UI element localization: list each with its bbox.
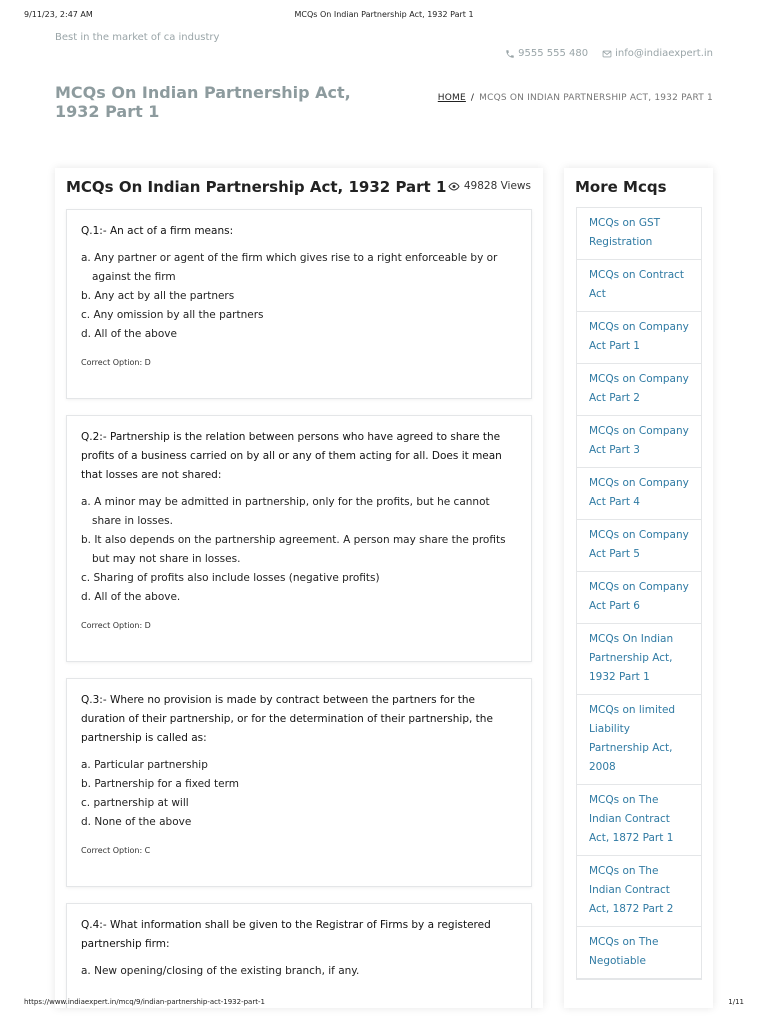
sidebar-link[interactable]: MCQs On Indian Partnership Act, 1932 Part 1 (577, 624, 701, 695)
question-text (81, 222, 517, 241)
sidebar-link[interactable]: MCQs on The Indian Contract Act, 1872 Part 1 (577, 785, 701, 856)
breadcrumb-current: MCQS ON INDIAN PARTNERSHIP ACT, 1932 PART 1 (479, 93, 713, 103)
sidebar-link[interactable]: MCQs on Company Act Part 6 (577, 572, 701, 624)
option-item: b. It also depends on the partnership agreement. A person may share the profits but may not share in losses. (81, 534, 506, 565)
sidebar-link[interactable]: MCQs on Contract Act (577, 260, 701, 312)
question-text (81, 691, 517, 748)
option-item: a. A minor may be admitted in partnership, only for the profits, but he cannot share in losses. (81, 496, 490, 527)
print-url: https://www.indiaexpert.in/mcq/9/indian-partnership-act-1932-part-1 (24, 998, 265, 1006)
question-card (66, 678, 532, 887)
option-item: d. All of the above. (81, 591, 181, 603)
page-title: MCQs On Indian Partnership Act, 1932 Part 1 (55, 83, 351, 121)
option-item: a. Any partner or agent of the firm which gives rise to a right enforceable by or against the firm (81, 252, 498, 283)
mcq-main-card (55, 168, 543, 1008)
question-number: Q.4:- (81, 919, 107, 931)
option-list (81, 249, 517, 344)
more-mcqs-sidebar (564, 168, 713, 1008)
question-card (66, 415, 532, 662)
sidebar-link[interactable]: MCQs on Company Act Part 3 (577, 416, 701, 468)
question-text (81, 916, 517, 954)
option-item: a. New opening/closing of the existing branch, if any. (81, 965, 360, 977)
correct-option: Correct Option: C (81, 846, 151, 855)
sidebar-link[interactable]: MCQs on GST Registration (577, 208, 701, 260)
phone-number: 9555 555 480 (518, 48, 589, 59)
print-page-title: MCQs On Indian Partnership Act, 1932 Part 1 (294, 10, 474, 19)
option-item: b. Partnership for a fixed term (81, 778, 239, 790)
option-list (81, 756, 517, 832)
mcq-title: MCQs On Indian Partnership Act, 1932 Part 1 (66, 178, 447, 196)
print-timestamp: 9/11/23, 2:47 AM (24, 10, 93, 19)
option-list (81, 962, 517, 981)
option-item: b. Any act by all the partners (81, 290, 235, 302)
correct-option: Correct Option: D (81, 621, 151, 630)
question-body: Where no provision is made by contract between the partners for the duration of their partnership, or for the determination of their partnership, the partnership is called as: (81, 694, 493, 744)
sidebar-link[interactable]: MCQs on The Negotiable (577, 927, 701, 979)
question-text (81, 428, 517, 485)
sidebar-link[interactable]: MCQs on Company Act Part 4 (577, 468, 701, 520)
sidebar-link[interactable]: MCQs on The Indian Contract Act, 1872 Part 2 (577, 856, 701, 927)
correct-option: Correct Option: D (81, 358, 151, 367)
sidebar-list (576, 207, 702, 980)
option-item: c. Sharing of profits also include losses (negative profits) (81, 572, 380, 584)
question-body: Partnership is the relation between persons who have agreed to share the profits of a business carried on by all or any of them acting for all. Does it mean that losses are not shared: (81, 431, 502, 481)
question-body: What information shall be given to the Registrar of Firms by a registered partnership firm: (81, 919, 491, 950)
option-item: c. partnership at will (81, 797, 189, 809)
contact-bar (505, 48, 713, 59)
view-count (448, 180, 531, 192)
breadcrumb (438, 93, 713, 103)
sidebar-link[interactable]: MCQs on Company Act Part 2 (577, 364, 701, 416)
view-count-text: 49828 Views (463, 180, 531, 192)
option-item: d. All of the above (81, 328, 177, 340)
print-footer (24, 998, 744, 1010)
sidebar-title: More Mcqs (575, 178, 667, 196)
sidebar-link[interactable]: MCQs on Company Act Part 1 (577, 312, 701, 364)
question-number: Q.2:- (81, 431, 107, 443)
email-address: info@indiaexpert.in (615, 48, 713, 59)
option-list (81, 493, 517, 607)
question-body: An act of a firm means: (109, 225, 234, 237)
option-item: d. None of the above (81, 816, 192, 828)
email-link[interactable] (602, 48, 713, 59)
phone-link[interactable] (505, 48, 588, 59)
sidebar-link[interactable]: MCQs on Company Act Part 5 (577, 520, 701, 572)
option-item: a. Particular partnership (81, 759, 208, 771)
breadcrumb-separator: / (470, 93, 475, 103)
eye-icon (448, 182, 460, 191)
question-number: Q.1:- (81, 225, 107, 237)
question-number: Q.3:- (81, 694, 107, 706)
site-tagline: Best in the market of ca industry (55, 32, 220, 43)
print-page-number: 1/11 (728, 998, 744, 1006)
envelope-icon (602, 49, 612, 59)
phone-icon (505, 49, 515, 59)
question-card (66, 903, 532, 1008)
print-header (24, 10, 744, 24)
breadcrumb-home-link[interactable]: HOME (437, 93, 466, 103)
question-card (66, 209, 532, 399)
sidebar-link[interactable]: MCQs on limited Liability Partnership Act, 2008 (577, 695, 701, 785)
option-item: c. Any omission by all the partners (81, 309, 264, 321)
